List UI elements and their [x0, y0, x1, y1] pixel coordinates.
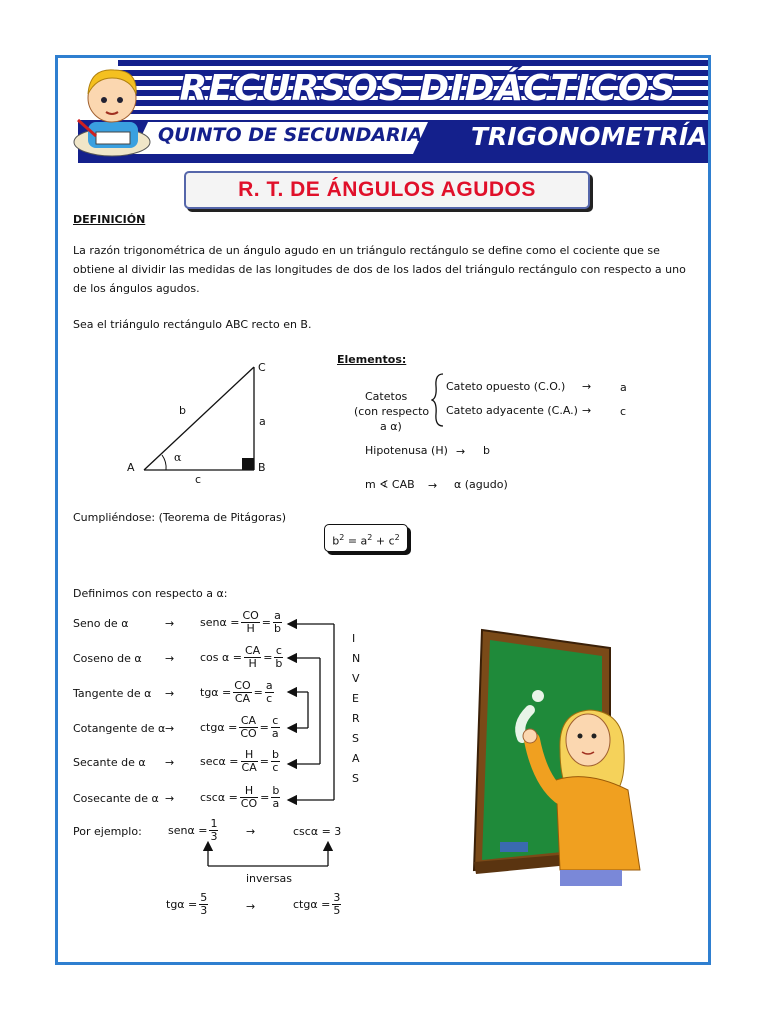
- ratio-fn: secα =: [200, 755, 239, 768]
- example-sen-num: 1: [210, 817, 218, 830]
- banner-subject: TRIGONOMETRÍA: [471, 122, 708, 151]
- ratio-fn: cos α =: [200, 651, 242, 664]
- inversas-letter: A: [352, 752, 360, 765]
- example-ctg-den: 5: [333, 904, 341, 917]
- ratio-den-2: a: [271, 727, 279, 740]
- example-ctg-fn: ctgα =: [293, 898, 331, 911]
- inversas-letter: I: [352, 632, 356, 645]
- ratio-fn: cscα =: [200, 791, 238, 804]
- ratio-formula: tgα = $\frac{CO}{CA}$ = $\frac{a}{c}$: [200, 679, 273, 705]
- example-tg-fn: tgα =: [166, 898, 198, 911]
- ratio-fn: tgα =: [200, 686, 232, 699]
- vertex-C: C: [258, 361, 266, 374]
- arrow-ca: →: [582, 404, 592, 417]
- ratio-arrow: →: [165, 652, 175, 665]
- document-title: R. T. DE ÁNGULOS AGUDOS: [184, 171, 590, 209]
- ratio-num-2: c: [272, 714, 279, 727]
- ratio-den-2: a: [272, 797, 280, 810]
- cateto-opuesto-value: a: [620, 381, 627, 394]
- ratio-formula: senα = $\frac{CO}{H}$ = $\frac{a}{b}$: [200, 609, 281, 635]
- pythagoras-formula: $b^2 = a^2 + c^2$: [324, 524, 408, 552]
- ratio-name: Tangente de α: [73, 687, 152, 700]
- ratio-name: Seno de α: [73, 617, 129, 630]
- ratio-formula: ctgα = $\frac{CA}{CO}$ = $\frac{c}{a}$: [200, 714, 279, 740]
- banner-level: QUINTO DE SECUNDARIA: [158, 124, 423, 146]
- hipotenusa-label: Hipotenusa (H): [365, 444, 448, 457]
- teacher-chalkboard-illustration: [460, 620, 660, 890]
- ratio-num-1: H: [241, 749, 258, 762]
- ratio-name: Cotangente de α: [73, 722, 166, 735]
- cateto-adyacente: Cateto adyacente (C.A.): [446, 404, 578, 417]
- ratio-name: Coseno de α: [73, 652, 142, 665]
- arrow-ang: →: [428, 479, 438, 492]
- ratio-num-1: CO: [242, 609, 259, 622]
- ratio-arrow: →: [165, 722, 175, 735]
- example-tg-num: 5: [200, 891, 208, 904]
- ratio-arrow: →: [165, 792, 175, 805]
- inverse-arrows: [282, 610, 342, 810]
- vertex-A: A: [127, 461, 135, 474]
- catetos-label: Catetos: [365, 390, 408, 403]
- boy-reading-illustration: [66, 60, 161, 160]
- ratio-num-2: b: [272, 784, 280, 797]
- cateto-opuesto: Cateto opuesto (C.O.): [446, 380, 566, 393]
- angle-value: α (agudo): [454, 478, 508, 491]
- inversas-letter: N: [352, 652, 361, 665]
- vertex-B: B: [258, 461, 266, 474]
- right-triangle-diagram: [120, 355, 280, 490]
- definition-text: La razón trigonométrica de un ángulo agudo en un triángulo rectángulo se define como el cociente que se obtiene al dividir las medidas de las longitudes de dos de los lados del triángulo rectángulo con respecto a uno de los ángulos agudos.: [73, 244, 686, 295]
- ratio-num-2: b: [271, 748, 279, 761]
- example-arrow-1: →: [246, 825, 256, 838]
- header-banner: [58, 58, 708, 163]
- elements-heading: Elementos:: [337, 353, 407, 366]
- ratio-arrow: →: [165, 617, 175, 630]
- ratio-name: Cosecante de α: [73, 792, 159, 805]
- inversas-letter: E: [352, 692, 359, 705]
- example-csc: cscα = 3: [293, 825, 342, 838]
- ratio-formula: cscα = $\frac{H}{CO}$ = $\frac{b}{a}$: [200, 784, 280, 810]
- inversas-bracket: [200, 840, 340, 870]
- example-ctg: [293, 892, 341, 917]
- ratio-formula: secα = $\frac{H}{CA}$ = $\frac{b}{c}$: [200, 748, 279, 774]
- example-label: Por ejemplo:: [73, 825, 142, 838]
- pythagoras-label: Cumpliéndose: (Teorema de Pitágoras): [73, 511, 287, 524]
- label-alpha: α: [174, 451, 182, 464]
- inversas-letter: S: [352, 772, 359, 785]
- ratio-den-2: c: [272, 761, 279, 774]
- ratio-den-1: CO: [240, 797, 258, 810]
- ratio-num-2: a: [265, 679, 273, 692]
- definition-heading: DEFINICIÓN: [73, 213, 146, 226]
- label-side-b: b: [179, 404, 186, 417]
- label-side-a: a: [259, 415, 266, 428]
- catetos-label-2: (con respecto: [354, 405, 430, 418]
- ratio-num-1: CO: [234, 679, 251, 692]
- ratio-den-1: CO: [240, 727, 257, 740]
- definimos-label: Definimos con respecto a α:: [73, 587, 228, 600]
- ratio-den-1: H: [246, 622, 255, 635]
- ratio-num-1: CA: [240, 714, 257, 727]
- arrow-co: →: [582, 380, 592, 393]
- ratio-den-2: c: [266, 692, 273, 705]
- ratio-num-1: CA: [244, 644, 261, 657]
- ratio-den-1: H: [248, 657, 257, 670]
- ratio-num-2: a: [274, 609, 281, 622]
- ratio-fn: ctgα =: [200, 721, 238, 734]
- ratio-num-2: c: [275, 644, 282, 657]
- hipotenusa-value: b: [483, 444, 490, 457]
- right-angle-marker: [242, 458, 254, 470]
- ratio-name: Secante de α: [73, 756, 146, 769]
- banner-title: RECURSOS DIDÁCTICOS: [179, 68, 677, 109]
- catetos-label-3: a α): [380, 420, 402, 433]
- ratio-den-2: b: [274, 622, 281, 635]
- ratio-fn: senα =: [200, 616, 240, 629]
- ratio-num-1: H: [240, 785, 258, 798]
- inversas-letter: S: [352, 732, 359, 745]
- example-arrow-2: →: [246, 900, 256, 913]
- label-side-c: c: [195, 473, 202, 486]
- brace: [431, 372, 445, 428]
- cateto-adyacente-value: c: [620, 405, 627, 418]
- triangle-intro: Sea el triángulo rectángulo ABC recto en B.: [73, 318, 312, 331]
- example-ctg-num: 3: [333, 891, 341, 904]
- ratio-arrow: →: [165, 687, 175, 700]
- inversas-letter: V: [352, 672, 360, 685]
- ratio-den-1: CA: [234, 692, 251, 705]
- example-tg-den: 3: [200, 904, 208, 917]
- inversas-letter: R: [352, 712, 360, 725]
- example-sen-fn: senα =: [168, 824, 208, 837]
- ratio-formula: cos α = $\frac{CA}{H}$ = $\frac{c}{b}$: [200, 644, 283, 670]
- angle-arc: [162, 455, 166, 470]
- ratio-den-1: CA: [241, 761, 257, 774]
- angle-label: m ∢ CAB: [365, 478, 415, 491]
- arrow-hip: →: [456, 445, 466, 458]
- ratio-den-2: b: [275, 657, 283, 670]
- inversas-label: inversas: [246, 872, 293, 885]
- example-sen-den: 3: [210, 830, 218, 843]
- ratio-arrow: →: [165, 756, 175, 769]
- side-b: [144, 367, 254, 470]
- example-tg: [166, 892, 208, 917]
